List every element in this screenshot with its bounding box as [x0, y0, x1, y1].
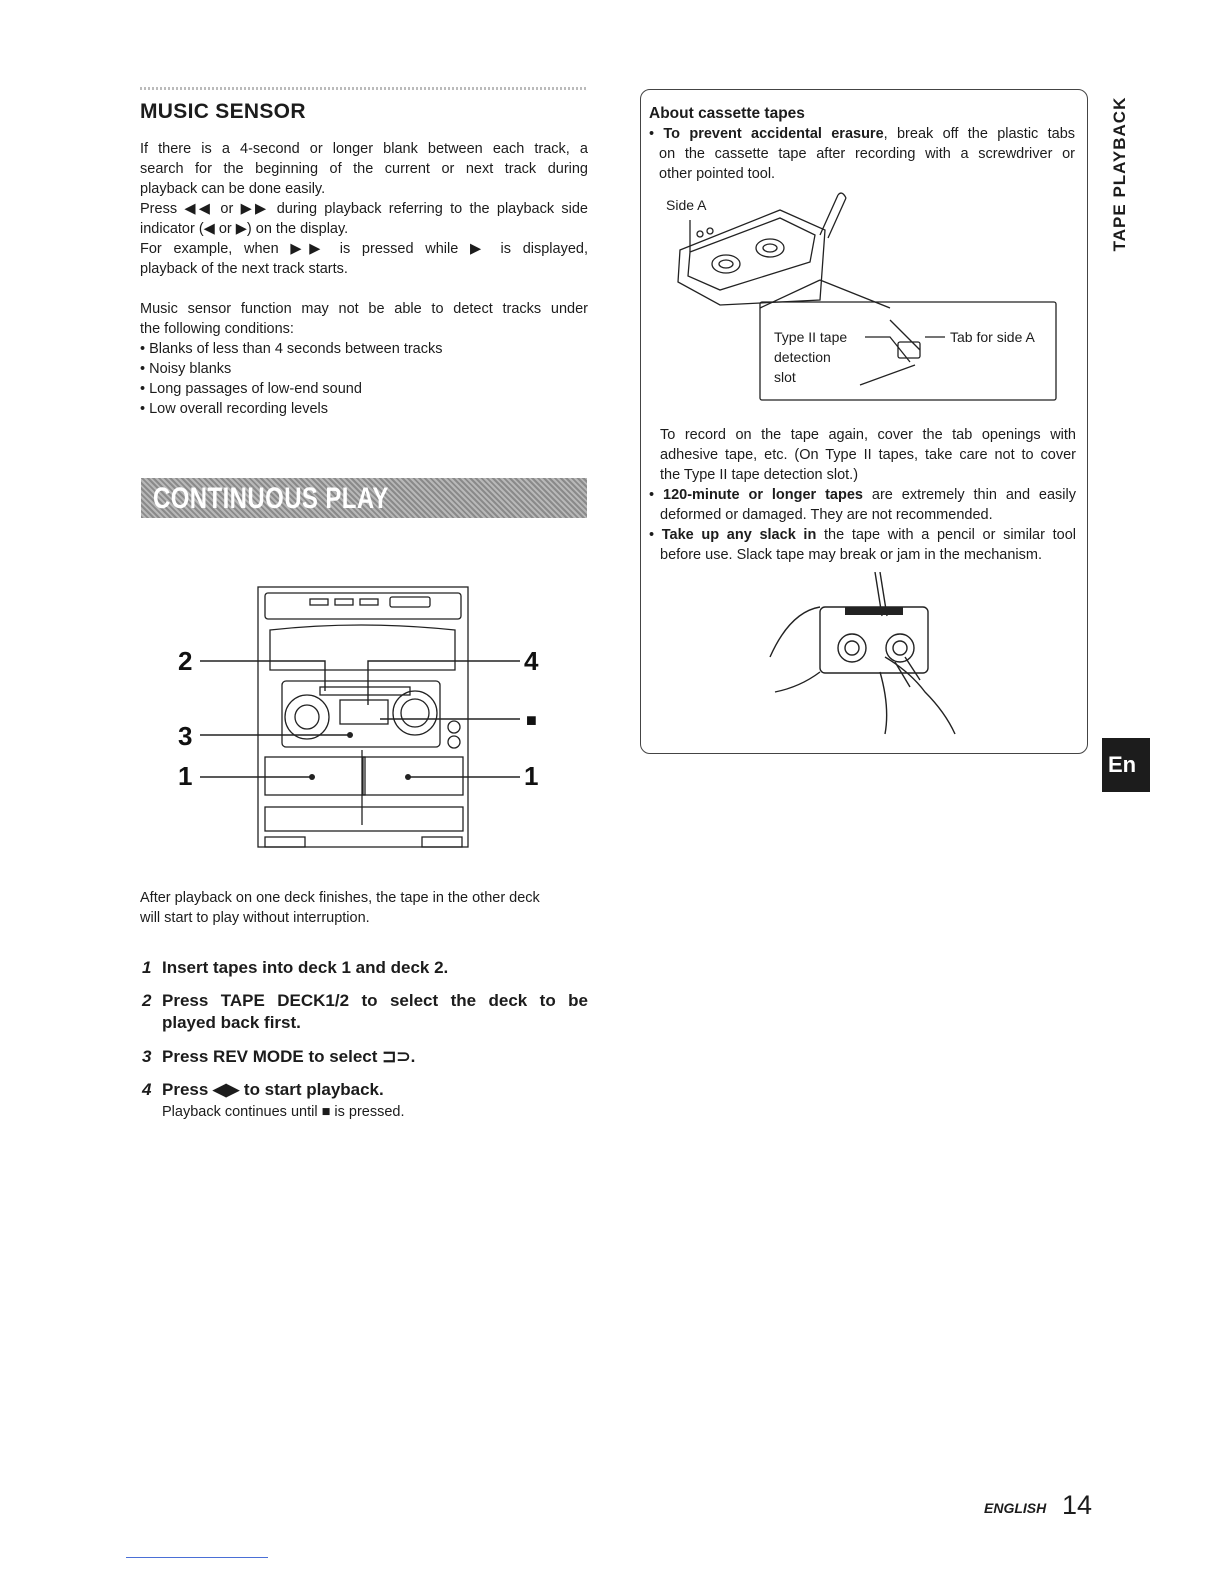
bullet-rest: are extremely thin and easily — [862, 487, 1077, 503]
step-4-note: Playback continues until ■ is pressed. — [162, 1104, 405, 1120]
continuous-play-banner — [141, 478, 587, 518]
diagram-label-3: 3 — [178, 721, 193, 751]
step-text: Press REV MODE to select ⊐⊃. — [162, 1047, 416, 1066]
intro-line: will start to play without interruption. — [140, 910, 370, 926]
diagram-label-2: 2 — [178, 646, 193, 676]
bullet-bold: Take up any slack in — [661, 527, 817, 543]
language-tab-label: En — [1108, 752, 1137, 777]
section-heading-music-sensor: MUSIC SENSOR — [140, 100, 306, 123]
banner-title: CONTINUOUS PLAY — [153, 482, 389, 515]
language-tab — [1102, 738, 1150, 792]
heading-rule — [140, 87, 586, 90]
side-a-label: Side A — [666, 197, 707, 213]
step-number: 2 — [142, 991, 152, 1010]
bullet-rest: the tape with a pencil or similar tool — [816, 527, 1077, 543]
diagram-label-1-left: 1 — [178, 761, 193, 791]
bullet-line: other pointed tool. — [659, 166, 776, 182]
record-line: adhesive tape, etc. (On Type II tapes, take care not to cover — [660, 447, 1076, 463]
type2-label-line: slot — [774, 369, 796, 385]
step-text: Press ◀▶ to start playback. — [162, 1080, 384, 1099]
page-number: 14 — [1062, 1490, 1093, 1520]
step-text: played back first. — [162, 1013, 301, 1032]
para-line: For example, when ▶▶ is pressed while ▶ is displayed, — [140, 241, 588, 257]
side-tab-label: TAPE PLAYBACK — [1110, 96, 1129, 252]
step-2 — [142, 991, 588, 1033]
step-number: 1 — [142, 958, 152, 977]
step-text: Press TAPE DECK1/2 to select the deck to be — [162, 991, 588, 1010]
bullet-line: • Take up any slack in the tape with a pencil or similar tool — [649, 527, 1077, 543]
bullet-line: before use. Slack tape may break or jam in the mechanism. — [660, 547, 1043, 563]
diagram-label-1-right: 1 — [524, 761, 539, 791]
bullet-rest: , break off the plastic tabs — [883, 126, 1076, 142]
step-number: 3 — [142, 1047, 152, 1066]
para-line: search for the beginning of the current or next track during — [140, 161, 588, 177]
bullet-line: • 120-minute or longer tapes are extremely thin and easily — [649, 487, 1077, 503]
bullet-line: deformed or damaged. They are not recommended. — [660, 507, 993, 523]
hands-pencil-illustration — [760, 572, 970, 737]
para-line: If there is a 4-second or longer blank between each track, a — [140, 141, 588, 157]
bullet-line: on the cassette tape after recording with a screwdriver or — [659, 146, 1075, 162]
diagram-label-stop: ■ — [526, 710, 537, 730]
condition-item: • Blanks of less than 4 seconds between tracks — [140, 341, 443, 357]
type2-label-line: detection — [774, 349, 831, 365]
para-line: playback can be done easily. — [140, 181, 326, 197]
bullet-bold: 120-minute or longer tapes — [663, 487, 863, 503]
cassette-box-bullets — [649, 485, 1076, 565]
step-number: 4 — [142, 1080, 152, 1099]
tape-top-band — [845, 607, 903, 615]
box-title: About cassette tapes — [649, 105, 805, 122]
bullet-bold: To prevent accidental erasure — [663, 126, 884, 142]
tab-for-side-a-label: Tab for side A — [950, 329, 1035, 345]
stereo-system-diagram — [170, 585, 550, 855]
condition-item: • Noisy blanks — [140, 361, 232, 377]
step-text-block — [162, 991, 588, 1033]
intro-line: After playback on one deck finishes, the tape in the other deck — [140, 890, 540, 906]
para-line: playback of the next track starts. — [140, 261, 348, 277]
condition-item: • Low overall recording levels — [140, 401, 329, 417]
cassette-tab-illustration — [660, 190, 1070, 410]
para-line: indicator (◀ or ▶) on the display. — [140, 221, 349, 237]
step-1 — [142, 958, 448, 978]
continuous-play-intro — [140, 888, 588, 928]
cassette-box-top-text — [649, 104, 1075, 184]
footer-link-line — [126, 1557, 268, 1558]
music-sensor-body — [140, 139, 588, 419]
cassette-box-bottom-text — [660, 425, 1076, 485]
bullet-line: • To prevent accidental erasure, break off the plastic tabs — [649, 126, 1076, 142]
step-4 — [142, 1080, 384, 1100]
record-line: the Type II tape detection slot.) — [660, 467, 859, 483]
para-line: Music sensor function may not be able to detect tracks under — [140, 301, 588, 317]
footer-language: ENGLISH — [984, 1500, 1047, 1516]
para-line: Press ◀◀ or ▶▶ during playback referring to the playback side — [140, 201, 588, 217]
diagram-label-4: 4 — [524, 646, 539, 676]
tape-playback-side-tab — [1108, 84, 1132, 272]
condition-item: • Long passages of low-end sound — [140, 381, 362, 397]
record-line: To record on the tape again, cover the tab openings with — [660, 427, 1076, 443]
step-3 — [142, 1047, 415, 1067]
step-text: Insert tapes into deck 1 and deck 2. — [162, 958, 449, 977]
para-line: the following conditions: — [140, 321, 294, 337]
type2-label-line: Type II tape — [774, 329, 848, 345]
